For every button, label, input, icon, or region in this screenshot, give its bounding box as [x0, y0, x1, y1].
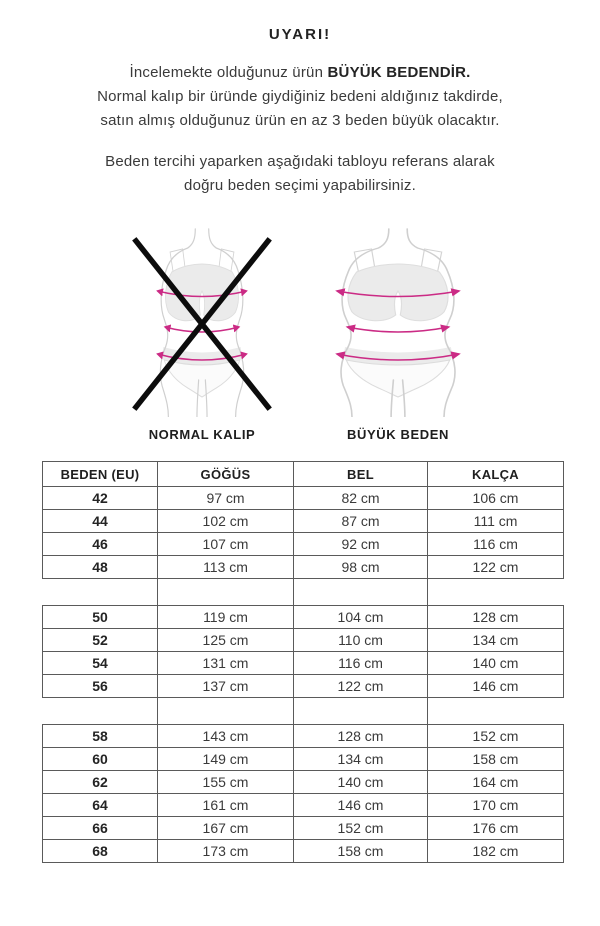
size-cell: 42 [43, 487, 158, 510]
measurement-cell: 167 cm [158, 817, 294, 840]
header-bel: BEL [294, 462, 428, 487]
spacer-row [43, 698, 564, 725]
measurement-cell: 82 cm [294, 487, 428, 510]
intro-line1-text: İncelemekte olduğunuz ürün [129, 64, 328, 81]
measurement-cell: 122 cm [428, 556, 564, 579]
measurement-cell: 173 cm [158, 840, 294, 863]
header-gogus: GÖĞÜS [158, 462, 294, 487]
size-cell: 68 [43, 840, 158, 863]
measurement-cell: 116 cm [428, 533, 564, 556]
table-row [43, 629, 564, 652]
size-cell: 62 [43, 771, 158, 794]
table-row [43, 606, 564, 629]
measurement-cell: 125 cm [158, 629, 294, 652]
measurement-cell: 155 cm [158, 771, 294, 794]
header-beden: BEDEN (EU) [43, 462, 158, 487]
table-row [43, 794, 564, 817]
measurement-cell: 149 cm [158, 748, 294, 771]
size-cell: 60 [43, 748, 158, 771]
normal-fit-body-illustration [117, 227, 287, 417]
measurement-cell: 113 cm [158, 556, 294, 579]
size-cell: 50 [43, 606, 158, 629]
table-row [43, 771, 564, 794]
table-row [43, 748, 564, 771]
measurement-cell: 146 cm [428, 675, 564, 698]
header-kalca: KALÇA [428, 462, 564, 487]
header-row [43, 462, 564, 487]
figures-row [0, 227, 600, 442]
measurement-cell: 140 cm [294, 771, 428, 794]
table-row [43, 675, 564, 698]
measurement-cell: 182 cm [428, 840, 564, 863]
measurement-cell: 134 cm [428, 629, 564, 652]
size-table [42, 461, 564, 863]
size-cell: 44 [43, 510, 158, 533]
intro-line-1 [20, 61, 580, 85]
measurement-cell: 119 cm [158, 606, 294, 629]
instruction-paragraph [20, 150, 580, 198]
page-title: UYARI! [268, 26, 332, 43]
size-cell: 54 [43, 652, 158, 675]
table-row [43, 725, 564, 748]
table-row [43, 510, 564, 533]
measurement-cell: 146 cm [294, 794, 428, 817]
measurement-cell: 164 cm [428, 771, 564, 794]
measurement-cell: 137 cm [158, 675, 294, 698]
figure-plus-size [307, 227, 489, 442]
measurement-cell: 134 cm [294, 748, 428, 771]
measurement-cell: 104 cm [294, 606, 428, 629]
plus-size-body-illustration [313, 227, 483, 417]
spacer-row [43, 579, 564, 606]
measurement-cell: 110 cm [294, 629, 428, 652]
spacer-cell [428, 579, 564, 606]
measurement-cell: 161 cm [158, 794, 294, 817]
size-table-body [43, 487, 564, 863]
table-row [43, 817, 564, 840]
intro-line-3: satın almış olduğunuz ürün en az 3 beden büyük olacaktır. [100, 112, 500, 129]
measurement-cell: 152 cm [428, 725, 564, 748]
measurement-cell: 111 cm [428, 510, 564, 533]
size-cell: 46 [43, 533, 158, 556]
measurement-cell: 158 cm [294, 840, 428, 863]
measurement-cell: 128 cm [428, 606, 564, 629]
measurement-cell: 107 cm [158, 533, 294, 556]
measurement-cell: 176 cm [428, 817, 564, 840]
table-row [43, 487, 564, 510]
intro-line1-bold: BÜYÜK BEDENDİR. [327, 64, 471, 81]
spacer-cell [294, 698, 428, 725]
measurement-cell: 152 cm [294, 817, 428, 840]
size-cell: 58 [43, 725, 158, 748]
table-row [43, 840, 564, 863]
measurement-cell: 97 cm [158, 487, 294, 510]
measurement-cell: 128 cm [294, 725, 428, 748]
size-cell: 64 [43, 794, 158, 817]
figure-normal-label: NORMAL KALIP [148, 427, 256, 442]
spacer-cell [294, 579, 428, 606]
instruction-line-1: Beden tercihi yaparken aşağıdaki tabloyu referans alarak [105, 153, 495, 170]
table-row [43, 533, 564, 556]
spacer-cell [158, 698, 294, 725]
measurement-cell: 122 cm [294, 675, 428, 698]
table-row [43, 556, 564, 579]
measurement-cell: 102 cm [158, 510, 294, 533]
table-row [43, 652, 564, 675]
intro-paragraph [20, 61, 580, 133]
spacer-cell [43, 579, 158, 606]
spacer-cell [43, 698, 158, 725]
measurement-cell: 116 cm [294, 652, 428, 675]
measurement-cell: 92 cm [294, 533, 428, 556]
spacer-cell [158, 579, 294, 606]
size-cell: 66 [43, 817, 158, 840]
figure-plus-label: BÜYÜK BEDEN [347, 427, 449, 442]
measurement-cell: 158 cm [428, 748, 564, 771]
figure-normal-fit [111, 227, 293, 442]
size-table-head [43, 462, 564, 487]
measurement-cell: 143 cm [158, 725, 294, 748]
measurement-cell: 87 cm [294, 510, 428, 533]
spacer-cell [428, 698, 564, 725]
size-cell: 52 [43, 629, 158, 652]
measurement-cell: 98 cm [294, 556, 428, 579]
instruction-line-2: doğru beden seçimi yapabilirsiniz. [184, 177, 416, 194]
measurement-cell: 170 cm [428, 794, 564, 817]
intro-line-2: Normal kalıp bir üründe giydiğiniz bedeni aldığınız takdirde, [97, 88, 503, 105]
measurement-cell: 140 cm [428, 652, 564, 675]
measurement-cell: 131 cm [158, 652, 294, 675]
size-cell: 48 [43, 556, 158, 579]
measurement-cell: 106 cm [428, 487, 564, 510]
size-guide-page [0, 26, 600, 926]
size-cell: 56 [43, 675, 158, 698]
